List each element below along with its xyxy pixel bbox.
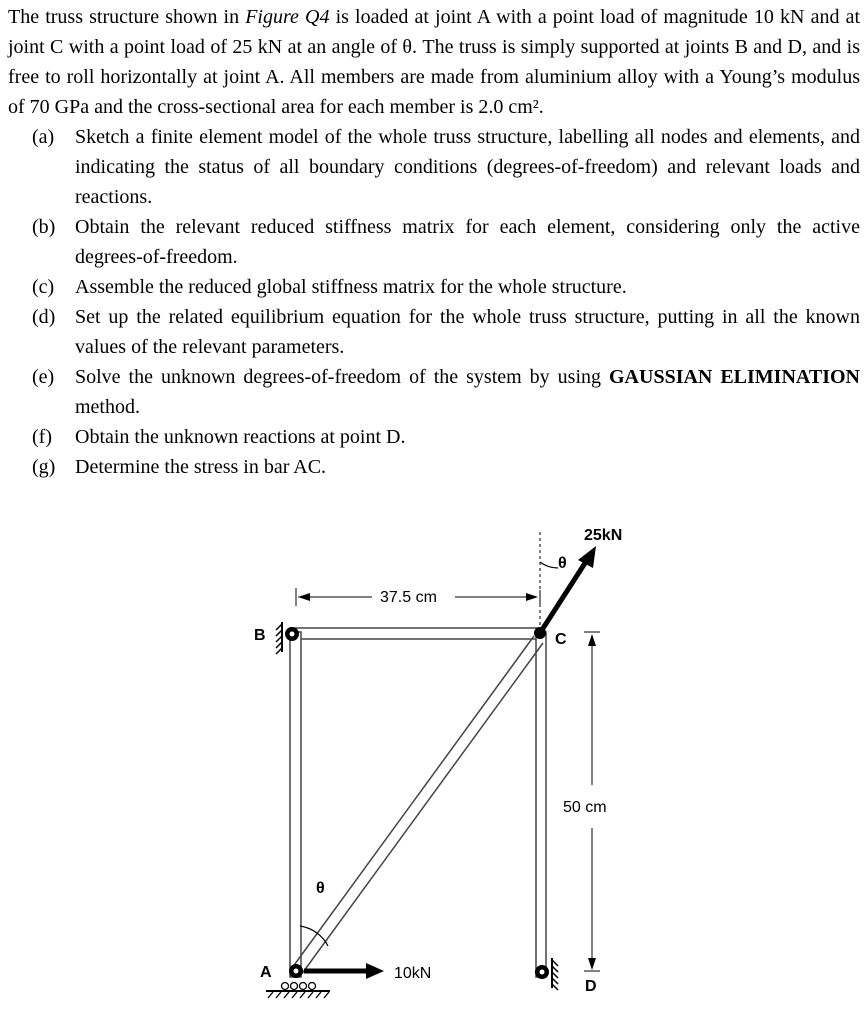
question-part-c [8, 272, 860, 302]
part-text: Assemble the reduced global stiffness matrix for the whole structure. [75, 276, 627, 298]
width-dimension-label: 37.5 cm [380, 589, 437, 606]
part-text: Solve the unknown degrees-of-freedom of the system by using [75, 366, 609, 388]
part-label: (e) [32, 366, 55, 388]
question-parts-list [8, 122, 860, 482]
part-label: (a) [32, 126, 55, 148]
question-part-a [8, 122, 860, 212]
node-c-label: C [555, 631, 567, 648]
node-d-label: D [585, 978, 597, 995]
angle-label-a: θ [316, 880, 325, 897]
part-text-end: method. [75, 396, 140, 418]
part-label: (b) [32, 216, 56, 238]
intro-text-1: The truss structure shown in [8, 6, 246, 28]
part-text: Obtain the relevant reduced stiffness matrix for each element, considering only the active degrees-of-freedom. [75, 216, 860, 268]
part-label: (g) [32, 456, 56, 478]
question-text [8, 2, 860, 482]
question-intro [8, 2, 860, 122]
part-label: (c) [32, 276, 55, 298]
angle-arc-c [540, 562, 558, 568]
height-dimension-label: 50 cm [563, 799, 607, 816]
truss-figure [0, 515, 865, 1011]
part-text-emphasis: GAUSSIAN ELIMINATION [609, 366, 860, 388]
angle-label-c: θ [558, 555, 567, 572]
question-part-d [8, 302, 860, 362]
node-a-label: A [260, 964, 272, 981]
load-a-label: 10kN [394, 965, 432, 982]
intro-text-2: is loaded at joint A with a point load of magnitude 10 kN and at joint C with a point load of 25 kN at an angle of θ. The truss is simply supported at joints B and D, and is free to roll horizontally at joint A. All members are made from aluminium alloy with a Young’s modulus of 70 GPa and the cross-sectional area for each member is 2.0 cm². [8, 6, 860, 118]
question-part-b [8, 212, 860, 272]
load-arrow-c [540, 546, 596, 633]
question-part-e [8, 362, 860, 422]
load-arrow-a [304, 963, 384, 979]
part-label: (f) [32, 426, 52, 448]
member-bc [290, 628, 541, 639]
part-text: Obtain the unknown reactions at point D. [75, 426, 406, 448]
part-text: Determine the stress in bar AC. [75, 456, 327, 478]
part-text: Set up the related equilibrium equation for the whole truss structure, putting in all the known values of the relevant parameters. [75, 306, 860, 358]
question-part-g [8, 452, 860, 482]
figure-reference: Figure Q4 [245, 6, 330, 28]
member-ac [292, 636, 543, 975]
question-part-f [8, 422, 860, 452]
node-b-label: B [254, 627, 266, 644]
load-c-label: 25kN [584, 527, 623, 544]
member-ab [290, 632, 301, 977]
part-text: Sketch a finite element model of the whole truss structure, labelling all nodes and elements, and indicating the status of all boundary conditions (degrees-of-freedom) and relevant loads and reactions. [75, 126, 860, 208]
member-cd [536, 632, 546, 977]
part-label: (d) [32, 306, 56, 328]
